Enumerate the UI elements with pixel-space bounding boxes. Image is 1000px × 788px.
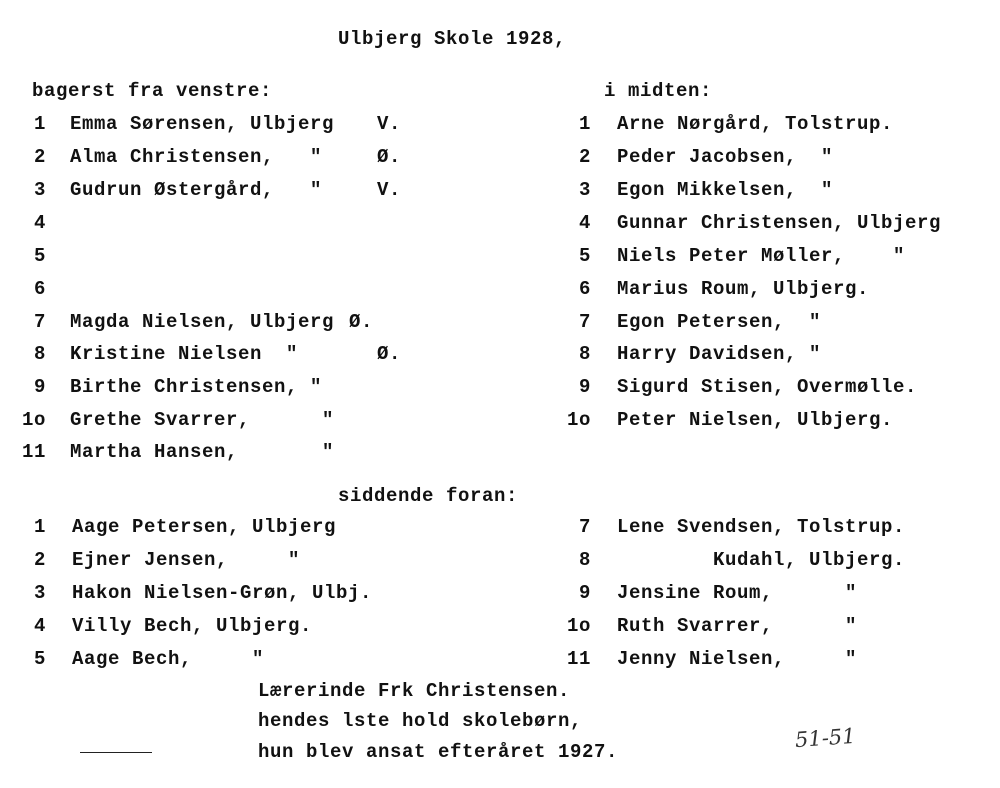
front-row-name: Aage Petersen, Ulbjerg bbox=[72, 516, 337, 538]
pencil-annotation: 51-51 bbox=[794, 723, 857, 753]
middle-row-name: Niels Peter Møller, " bbox=[617, 245, 906, 267]
front-row-name: Lene Svendsen, Tolstrup. bbox=[617, 516, 906, 538]
middle-row-name: Arne Nørgård, Tolstrup. bbox=[617, 113, 894, 135]
middle-row-name: Peter Nielsen, Ulbjerg. bbox=[617, 409, 894, 431]
back-row-name: Gudrun Østergård, " bbox=[70, 179, 323, 201]
back-row-number: 2 bbox=[33, 146, 46, 168]
back-row-number: 7 bbox=[33, 311, 46, 333]
back-row-name: Grethe Svarrer, " bbox=[70, 409, 335, 431]
back-row-tag: V. bbox=[377, 179, 402, 201]
back-row-number: 8 bbox=[33, 343, 46, 365]
front-row-number: 5 bbox=[33, 648, 46, 670]
back-row-tag: Ø. bbox=[377, 343, 402, 365]
back-row-number: 1 bbox=[33, 113, 46, 135]
back-row-number: 3 bbox=[33, 179, 46, 201]
front-row-name: Kudahl, Ulbjerg. bbox=[617, 549, 906, 571]
front-row-name: Ruth Svarrer, " bbox=[617, 615, 858, 637]
front-row-number: 1 bbox=[33, 516, 46, 538]
front-row-name: Hakon Nielsen-Grøn, Ulbj. bbox=[72, 582, 373, 604]
page-title: Ulbjerg Skole 1928, bbox=[338, 28, 567, 50]
middle-row-number: 9 bbox=[578, 376, 591, 398]
middle-row-heading: i midten: bbox=[604, 80, 713, 102]
back-row-number: 5 bbox=[33, 245, 46, 267]
margin-rule bbox=[80, 752, 152, 753]
middle-row-name: Marius Roum, Ulbjerg. bbox=[617, 278, 870, 300]
middle-row-name: Gunnar Christensen, Ulbjerg bbox=[617, 212, 942, 234]
front-row-number: 9 bbox=[578, 582, 591, 604]
middle-row-number: 5 bbox=[578, 245, 591, 267]
front-row-number: 3 bbox=[33, 582, 46, 604]
back-row-name: Magda Nielsen, Ulbjerg bbox=[70, 311, 335, 333]
middle-row-name: Peder Jacobsen, " bbox=[617, 146, 834, 168]
front-row-heading: siddende foran: bbox=[338, 485, 519, 507]
front-row-name: Villy Bech, Ulbjerg. bbox=[72, 615, 313, 637]
middle-row-name: Egon Petersen, " bbox=[617, 311, 822, 333]
middle-row-name: Egon Mikkelsen, " bbox=[617, 179, 834, 201]
back-row-name: Kristine Nielsen " bbox=[70, 343, 299, 365]
back-row-name: Birthe Christensen, " bbox=[70, 376, 323, 398]
back-row-number: 9 bbox=[33, 376, 46, 398]
back-row-heading: bagerst fra venstre: bbox=[32, 80, 273, 102]
back-row-name: Martha Hansen, " bbox=[70, 441, 335, 463]
back-row-number: 1o bbox=[21, 409, 46, 431]
middle-row-number: 3 bbox=[578, 179, 591, 201]
middle-row-number: 1o bbox=[566, 409, 591, 431]
front-row-name: Jenny Nielsen, " bbox=[617, 648, 858, 670]
middle-row-number: 2 bbox=[578, 146, 591, 168]
front-row-number: 2 bbox=[33, 549, 46, 571]
front-row-name: Jensine Roum, " bbox=[617, 582, 858, 604]
footer-line-2: hendes lste hold skolebørn, bbox=[258, 710, 583, 732]
back-row-name: Alma Christensen, " bbox=[70, 146, 323, 168]
middle-row-name: Sigurd Stisen, Overmølle. bbox=[617, 376, 918, 398]
middle-row-number: 7 bbox=[578, 311, 591, 333]
middle-row-name: Harry Davidsen, " bbox=[617, 343, 822, 365]
back-row-tag: Ø. bbox=[377, 146, 402, 168]
middle-row-number: 6 bbox=[578, 278, 591, 300]
front-row-number: 7 bbox=[578, 516, 591, 538]
front-row-number: 11 bbox=[566, 648, 591, 670]
front-row-number: 8 bbox=[578, 549, 591, 571]
front-row-name: Ejner Jensen, " bbox=[72, 549, 301, 571]
back-row-name: Emma Sørensen, Ulbjerg bbox=[70, 113, 335, 135]
middle-row-number: 1 bbox=[578, 113, 591, 135]
footer-line-1: Lærerinde Frk Christensen. bbox=[258, 680, 571, 702]
back-row-number: 4 bbox=[33, 212, 46, 234]
middle-row-number: 8 bbox=[578, 343, 591, 365]
back-row-tag: Ø. bbox=[349, 311, 374, 333]
footer-line-3: hun blev ansat efteråret 1927. bbox=[258, 741, 619, 763]
back-row-number: 6 bbox=[33, 278, 46, 300]
middle-row-number: 4 bbox=[578, 212, 591, 234]
back-row-tag: V. bbox=[377, 113, 402, 135]
back-row-number: 11 bbox=[21, 441, 46, 463]
front-row-name: Aage Bech, " bbox=[72, 648, 265, 670]
front-row-number: 4 bbox=[33, 615, 46, 637]
front-row-number: 1o bbox=[566, 615, 591, 637]
